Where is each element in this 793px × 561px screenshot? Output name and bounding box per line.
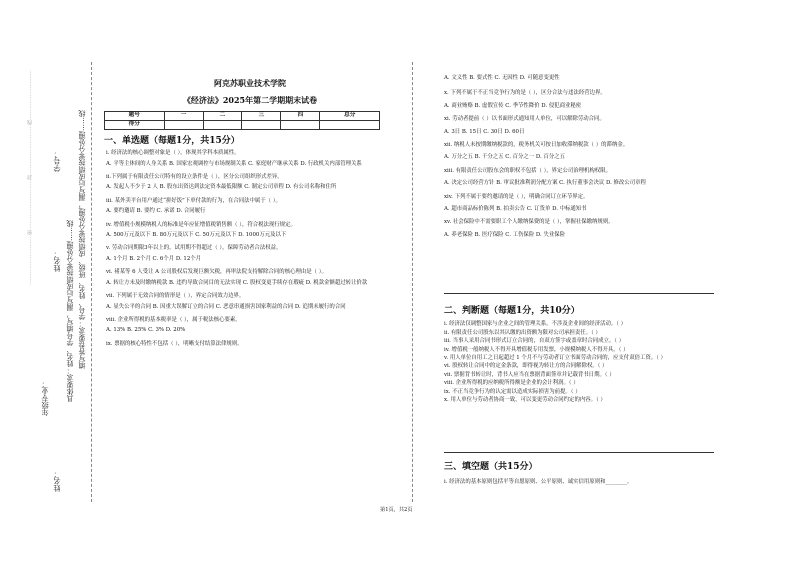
school-name: 阿克苏职业技术学院 <box>214 78 286 88</box>
column-divider <box>412 62 413 502</box>
binding-divider <box>91 62 92 502</box>
exam-title: 《经济法》2025年第二学期期末试卷 <box>182 95 318 106</box>
question-text: viii. 企业所得税的基本税率是（ ），属于税法核心要素。 <box>106 316 241 323</box>
true-false-item: v. 用人单位自用工之日起超过 1 个月不与劳动者订立书面劳动合同的，应支付双倍工资。（ ） <box>444 355 666 362</box>
question-text: iv. 增值税小规模纳税人的标准是年应征增值税销售额（ ），符合税法现行规定。 <box>106 221 296 228</box>
section1-title: 一、单选题（每题1分，共15分） <box>104 135 240 146</box>
score-row-label: 得分 <box>105 120 165 129</box>
question-text: vii. 下列属于无效合同的情形是（ ），界定合同效力边界。 <box>106 293 245 300</box>
question-text: xiv. 下列不属于要约邀请的是（ ），明确合同订立环节界定。 <box>444 193 589 200</box>
name-label-bottom: 姓名： <box>52 470 61 492</box>
question-text: ii.下列属于有限责任公司特有的设立条件是（ ），区分公司组织形式差异。 <box>106 174 283 181</box>
question-options: A. 500万元及以下 B. 80万元及以下 C. 50万元及以下 D. 1000万元及以下 <box>106 232 287 239</box>
question-options: A. 超市商品标价陈列 B. 拍卖公告 C. 订货单 D. 中标通知书 <box>444 206 587 213</box>
question-text: vi. 褚某等 6 人受让 A 公司股权后发现巨额欠税，再审法院支持解除合同的核心理由是（ ）。 <box>106 269 327 276</box>
section3-title: 三、填空题（共15分） <box>444 462 538 472</box>
q9-options: A. 文义性 B. 要式性 C. 无因性 D. 可随意变更性 <box>444 75 560 81</box>
question-options: A. 商业贿赂 B. 虚假宣传 C. 季节性降价 D. 侵犯商业秘密 <box>444 102 582 109</box>
question-text: x. 下列不属于不正当竞争行为的是（ ），区分合法与违法经营边界。 <box>444 90 606 97</box>
question-options: A. 3日 B. 15日 C. 30日 D. 60日 <box>444 128 525 135</box>
section1-questions <box>100 150 400 348</box>
score-header-cell: 题号 <box>105 111 165 120</box>
section3-items <box>444 479 724 486</box>
score-cell[interactable] <box>164 120 203 129</box>
score-table-score-row <box>105 120 380 129</box>
true-false-item: iv. 增值税一般纳税人不得开具增值税专用发票，小规模纳税人不得开具。（ ） <box>444 346 629 353</box>
section2-title: 二、判断题（每题1分，共10分） <box>444 306 580 316</box>
section2-rule <box>444 293 714 294</box>
true-false-item: viii. 企业所得税的应纳税所得额是企业的会计利润。（ ） <box>444 380 579 387</box>
class-label: 年级专业： <box>40 380 49 416</box>
score-cell[interactable] <box>203 120 242 129</box>
section3-rule <box>444 452 714 453</box>
question-text: xv. 社会保险中不需要职工个人缴纳保费的是（ ），掌握社保缴纳规则。 <box>444 219 614 226</box>
question-options: A. 平等主体间的人身关系 B. 国家宏观调控与市场规制关系 C. 家庭财产继承关系 D. 行政机关内部管理关系 <box>106 160 362 167</box>
score-table <box>104 111 380 130</box>
name-label: 姓名： <box>52 250 61 272</box>
section2 <box>444 308 724 404</box>
score-cell[interactable] <box>242 120 281 129</box>
question-options: A. 发起人不少于 2 人 B. 股东出资达到法定资本最低限额 C. 制定公司章程 D. 有公司名称和住所 <box>106 184 337 191</box>
question-text: v. 劳动合同期限3年以上的，试用期不得超过（ ），保障劳动者合法权益。 <box>106 245 282 252</box>
score-header-cell: 二 <box>203 111 242 120</box>
question-text: i. 经济法的核心调整对象是（ ）。体现其学科本质属性。 <box>106 150 240 157</box>
binding-instruction-1: 具体要求：姓名、学号填写，漏写后成绩按零分处理……线 <box>66 220 74 402</box>
question-text: iii. 某外卖平台用户通过“拼好饭”下单付款的行为，在合同法中属于（ ）。 <box>106 197 281 204</box>
true-false-item: ii. 有限责任公司股东以其认缴的出资额为限对公司承担责任。（ ） <box>444 329 601 336</box>
question-options: A. 万分之五 B. 千分之五 C. 百分之一 D. 百分之五 <box>444 154 566 161</box>
question-text: ix. 票据的核心特性不包括（ ），明晰支付结算法律规则。 <box>106 340 243 347</box>
true-false-item: iii. 当事人采用合同书形式订立合同的，自双方签字或盖章时合同成立。（ ） <box>444 338 625 345</box>
binding-instruction-2: 填写答卷要求：学号、姓名、班级、成绩按零分处理，漏写后成绩按零分处理……线 <box>78 110 86 369</box>
left-column <box>100 80 400 348</box>
section3 <box>444 464 724 487</box>
question-options: A. 决定公司经营方针 B. 审议批准利润分配方案 C. 执行董事会决议 D. 修改公司章程 <box>444 180 646 187</box>
page-footer: 第1页，共2页 <box>380 507 413 513</box>
score-cell[interactable] <box>320 120 380 129</box>
question-options: A. 13% B. 25% C. 3% D. 20% <box>106 327 186 334</box>
question-options: A. 显失公平的合同 B. 因重大误解订立的合同 C. 恶意串通损害国家利益的合同 D. 追期未履行的合同 <box>106 303 346 310</box>
student-id-label: 学号： <box>52 150 61 172</box>
fill-blank-item: i. 经济法的基本原则包括平等自愿原则、公平原则、诚实信用原则和________。 <box>444 479 633 486</box>
right-column <box>444 75 724 239</box>
score-cell[interactable] <box>281 120 320 129</box>
score-header-cell: 总分 <box>320 111 380 120</box>
true-false-item: ix. 不正当竞争行为的认定需以造成实际损害为前提。（ ） <box>444 388 581 395</box>
question-text: xii. 纳税人未按期缴纳税款的，税务机关可按日加收滞纳税款（ ）的滞纳金。 <box>444 142 629 149</box>
question-text: xiii. 有限责任公司股东会的职权不包括（ ），界定公司治理机构权限。 <box>444 167 611 174</box>
score-table-header-row <box>105 111 380 120</box>
right-questions <box>444 90 724 239</box>
question-text: xi. 劳动者提前（ ）以书面形式通知用人单位，可以解除劳动合同。 <box>444 116 605 123</box>
true-false-item: i. 经济法仅调整国家与企业之间的管理关系，不涉及企业间的经济活动。（ ） <box>444 321 627 328</box>
question-options: A. 养老保险 B. 医疗保险 C. 工伤保险 D. 失业保险 <box>444 231 566 238</box>
true-false-item: x. 用人单位与劳动者协商一致，可以变更劳动合同约定的内容。（ ） <box>444 397 606 404</box>
score-header-cell: 三 <box>242 111 281 120</box>
question-options: A. 1个月 B. 2个月 C. 6个月 D. 12个月 <box>106 255 202 262</box>
score-header-cell: 四 <box>281 111 320 120</box>
score-header-cell: 一 <box>164 111 203 120</box>
true-false-item: vi. 股权转让合同中的定金条款，即得视为转让方的合同解除权。（ ） <box>444 363 608 370</box>
true-false-item: vii. 票据背书转让时，背书人应当在票据背面签章并记载背书日期。（ ） <box>444 371 615 378</box>
question-options: A. 要约邀请 B. 要约 C. 承诺 D. 合同履行 <box>106 208 206 215</box>
seal-line: …………………………密…………………………封…………………………线………………………… <box>27 70 33 285</box>
question-options: A. 转让方未及时缴纳税款 B. 违约导致合同目的无法实现 C. 股权变更手续存在瑕疵 D. 税款金额超过转让价款 <box>106 279 368 286</box>
section2-items <box>444 321 724 404</box>
